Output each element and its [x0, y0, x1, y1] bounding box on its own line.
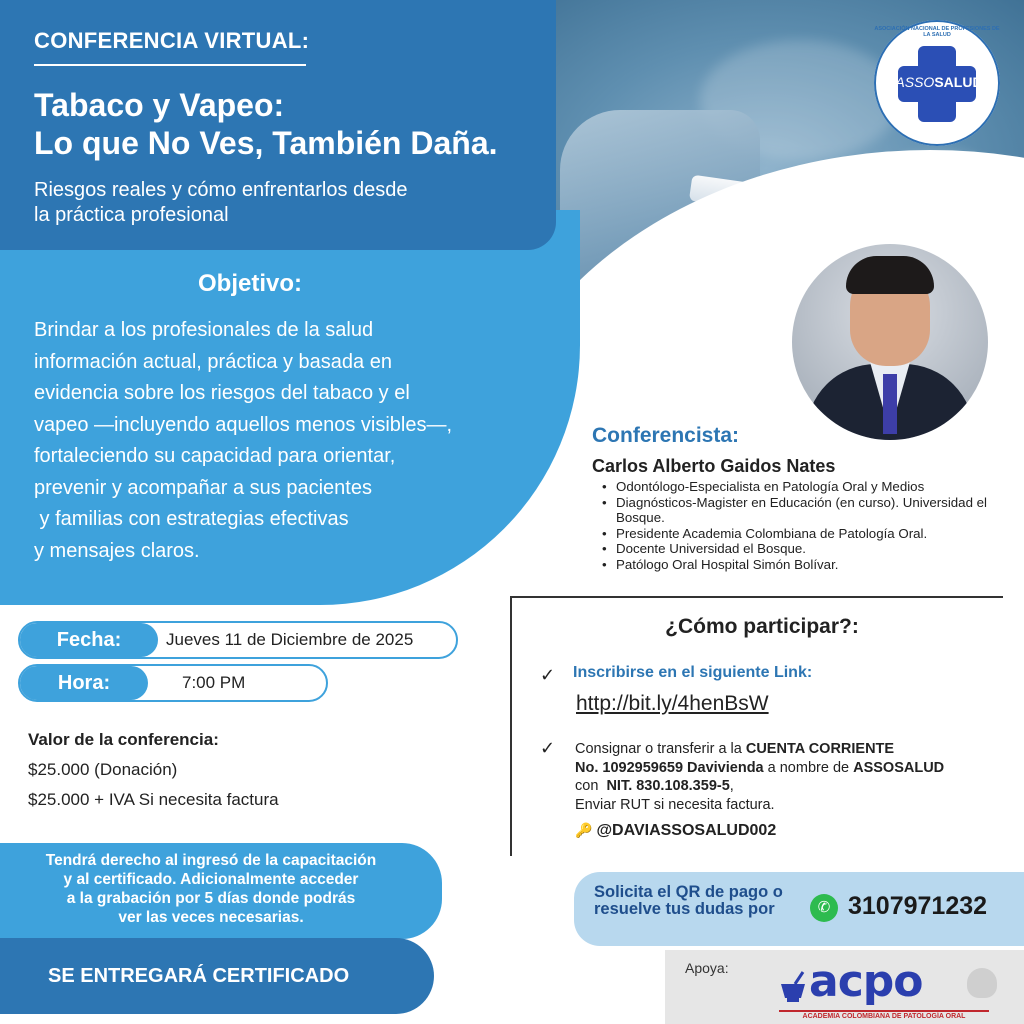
payment-line-4: Enviar RUT si necesita factura.	[575, 796, 775, 813]
time-pill	[18, 664, 328, 702]
account-type: CUENTA CORRIENTE	[745, 741, 895, 757]
skull-icon	[967, 968, 997, 998]
payment-line-1	[575, 740, 1005, 759]
price-title: Valor de la conferencia:	[28, 730, 219, 749]
speaker-name: Carlos Alberto Gaidos Nates	[592, 456, 836, 476]
account-holder: ASSOSALUD	[853, 759, 945, 776]
objective-text	[34, 315, 524, 567]
objective-line: información actual, práctica y basada en	[34, 350, 392, 373]
key-icon: 🔑	[575, 822, 593, 838]
credential-item: • Docente Universidad el Bosque.	[602, 541, 1012, 557]
account-number: No. 1092959659 Davivienda	[575, 759, 764, 776]
support-box	[665, 950, 1024, 1024]
date-pill	[18, 621, 458, 659]
participate-title: ¿Cómo participar?:	[665, 615, 859, 638]
speaker-info	[592, 424, 1012, 572]
speaker-credentials	[592, 479, 1012, 572]
payment-text: con	[575, 778, 607, 794]
speaker-label: Conferencista:	[592, 424, 740, 447]
credential-item: • Odontólogo-Especialista en Patología Oral y Medios	[602, 479, 1012, 495]
title-line-2: Lo que No Ves, También Daña.	[34, 125, 498, 161]
check-icon: ✓	[540, 738, 556, 758]
access-info-box	[0, 843, 442, 939]
nit-number: NIT. 830.108.359-5	[606, 778, 730, 794]
assosalud-logo	[874, 20, 1000, 146]
speaker-hair	[846, 256, 934, 294]
acpo-wordmark: acpo	[809, 956, 923, 1007]
divider-horizontal	[510, 596, 1003, 598]
objective-line: y mensajes claros.	[34, 539, 200, 562]
payment-text: Consignar o transferir a la	[575, 741, 746, 757]
whatsapp-icon[interactable]: ✆	[810, 894, 838, 922]
payment-text: a nombre de	[763, 759, 854, 776]
payment-instructions	[575, 740, 1005, 814]
logo-asso: ASSO	[895, 74, 935, 90]
subtitle	[34, 178, 522, 228]
payment-key	[575, 822, 776, 840]
price-invoice: $25.000 + IVA Si necesita factura	[28, 790, 279, 809]
logo-ring-text: ASOCIACIÓN NACIONAL DE PROFESIONES DE LA SALUD	[874, 26, 1000, 38]
date-value: Jueves 11 de Diciembre de 2025	[166, 630, 414, 649]
certificate-banner: SE ENTREGARÁ CERTIFICADO	[0, 938, 434, 1014]
payment-text: ,	[729, 778, 734, 794]
subtitle-line-1: Riesgos reales y cómo enfrentarlos desde	[34, 179, 408, 201]
payment-line-2	[575, 759, 1005, 778]
objective-line: evidencia sobre los riesgos del tabaco y el	[34, 382, 410, 404]
registration-link[interactable]: http://bit.ly/4henBsW	[576, 692, 769, 715]
objective-line: fortaleciendo su capacidad para orientar,	[34, 445, 396, 467]
access-line: a la grabación por 5 días donde podrás	[66, 890, 356, 907]
price-section	[28, 730, 279, 810]
payment-line-3	[575, 777, 1005, 796]
credential-item: • Presidente Academia Colombiana de Patología Oral.	[602, 526, 1012, 542]
logo-text	[894, 74, 984, 90]
title-line-1: Tabaco y Vapeo:	[34, 87, 285, 123]
subtitle-line-2: la práctica profesional	[34, 204, 229, 226]
objective-title: Objetivo:	[197, 270, 302, 297]
date-label: Fecha:	[20, 623, 158, 657]
acpo-logo	[777, 956, 1007, 1020]
header-block	[0, 0, 556, 250]
acpo-subtitle: ACADEMIA COLOMBIANA DE PATOLOGÍA ORAL	[779, 1010, 989, 1020]
objective-line: y familias con estrategias efectivas	[34, 508, 349, 530]
objective-line: Brindar a los profesionales de la salud	[34, 319, 374, 341]
time-value: 7:00 PM	[182, 673, 246, 692]
key-handle: @DAVIASSOSALUD002	[596, 822, 777, 839]
objective-line: vapeo —incluyendo aquellos menos visibles—,	[34, 413, 453, 436]
credential-item: • Diagnósticos-Magister en Educación (en curso). Universidad el Bosque.	[602, 495, 1012, 526]
page-title	[34, 86, 522, 162]
logo-salud: SALUD	[934, 74, 983, 90]
time-label: Hora:	[20, 666, 148, 700]
speaker-photo	[792, 244, 988, 440]
phone-number[interactable]: 3107971232	[848, 892, 988, 920]
access-line: ver las veces necesarias.	[118, 909, 304, 926]
link-label: Inscribirse en el siguiente Link:	[573, 664, 813, 681]
support-label: Apoya:	[685, 960, 729, 976]
contact-box	[574, 872, 1024, 946]
access-line: y al certificado. Adicionalmente acceder	[63, 871, 359, 888]
access-line: Tendrá derecho al ingresó de la capacitación	[45, 852, 377, 869]
objective-block	[0, 210, 580, 605]
objective-line: prevenir y acompañar a sus pacientes	[34, 476, 372, 499]
header-rule	[34, 64, 306, 66]
price-donation: $25.000 (Donación)	[28, 760, 178, 779]
mortar-icon	[779, 970, 807, 1004]
credential-item: • Patólogo Oral Hospital Simón Bolívar.	[602, 557, 1012, 573]
contact-text: Solicita el QR de pago o resuelve tus dudas por	[594, 883, 783, 918]
check-icon: ✓	[540, 665, 556, 685]
conference-label: CONFERENCIA VIRTUAL:	[34, 28, 310, 53]
